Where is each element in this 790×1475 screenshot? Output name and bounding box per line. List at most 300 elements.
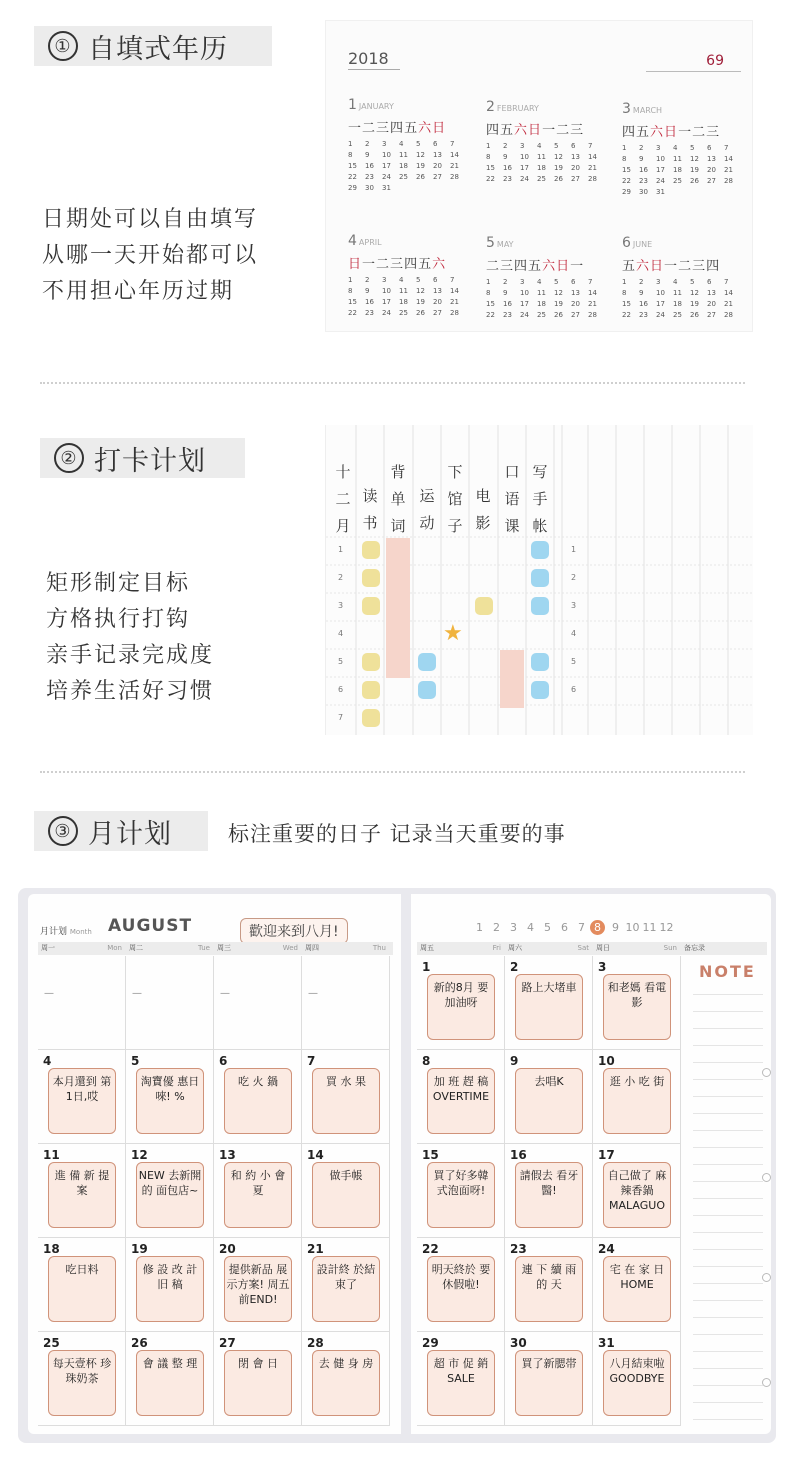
month-heading	[486, 99, 604, 115]
day-cell[interactable]	[302, 1144, 390, 1238]
day-number: 19	[416, 298, 425, 306]
day-number: 31	[598, 1336, 615, 1350]
weekday-header-cell	[214, 942, 302, 955]
day-number: 11	[537, 289, 546, 297]
day-cell[interactable]	[417, 956, 505, 1050]
day-number: 21	[307, 1242, 324, 1256]
tracker-col-journal	[526, 459, 554, 540]
section-3-subtitle: 标注重要的日子 记录当天重要的事	[228, 822, 566, 846]
weekday-header-cell	[505, 942, 593, 955]
weekday-header-cell	[126, 942, 214, 955]
day-number: 23	[503, 311, 512, 319]
check-mark	[531, 597, 549, 615]
day-number: 13	[707, 289, 716, 297]
day-number: 19	[554, 300, 563, 308]
note-line	[693, 1215, 763, 1216]
note-line	[693, 1368, 763, 1369]
day-cell[interactable]	[593, 1332, 681, 1426]
check-mark	[531, 541, 549, 559]
weekday-label: 一	[678, 125, 693, 140]
day-number: 13	[219, 1148, 236, 1162]
day-cell[interactable]	[126, 956, 214, 1050]
day-cell[interactable]	[302, 1050, 390, 1144]
day-number: 14	[450, 287, 459, 295]
day-number: 12	[131, 1148, 148, 1162]
day-cell[interactable]	[302, 956, 390, 1050]
day-number: 7	[307, 1054, 316, 1068]
note-line	[693, 1028, 763, 1029]
day-number: 17	[382, 162, 391, 170]
weekday-en: Fri	[492, 944, 501, 952]
weekday-label: 三	[706, 125, 721, 140]
binder-ring	[762, 1273, 771, 1282]
weekday-header-cell	[593, 942, 681, 955]
tracker-col-words	[384, 459, 412, 540]
calendar-year: 2018	[348, 49, 389, 68]
note-title: NOTE	[699, 962, 756, 981]
planner-label	[40, 924, 92, 937]
day-number: 22	[348, 309, 357, 317]
month-heading	[348, 233, 466, 249]
weekday-label: 一	[362, 257, 377, 272]
day-number: 24	[656, 311, 665, 319]
day-number: 20	[571, 300, 580, 308]
note-line	[693, 1232, 763, 1233]
calendar-month	[486, 235, 604, 319]
day-number: 12	[690, 289, 699, 297]
weekday-cn: 备忘录	[684, 944, 705, 952]
row-number: 5	[571, 657, 577, 666]
day-number: 2	[639, 278, 644, 286]
weekday-label: 二	[678, 259, 693, 274]
day-number: 17	[382, 298, 391, 306]
day-number: 9	[503, 289, 508, 297]
day-number: 18	[399, 162, 408, 170]
day-cell[interactable]	[38, 956, 126, 1050]
day-cell[interactable]	[593, 1050, 681, 1144]
day-cell[interactable]	[505, 1050, 593, 1144]
column-char: 词	[390, 517, 406, 535]
weekday-label: 三	[390, 257, 405, 272]
day-number: 14	[307, 1148, 324, 1162]
day-number: 7	[724, 144, 729, 152]
check-mark	[362, 569, 380, 587]
note-line	[693, 1266, 763, 1267]
day-number: 20	[707, 166, 716, 174]
day-cell[interactable]	[214, 956, 302, 1050]
month-index-number: 10	[625, 921, 640, 934]
weekday-row	[348, 117, 466, 136]
day-note: 買了好多韓 式泡面呀!	[433, 1169, 489, 1197]
day-number: 4	[537, 142, 542, 150]
day-number: 10	[656, 289, 665, 297]
weekday-label: 六	[542, 259, 557, 274]
day-cell[interactable]	[38, 1238, 126, 1332]
row-number: 4	[571, 629, 577, 638]
day-number: 10	[520, 153, 529, 161]
month-name: MAY	[496, 240, 514, 249]
month-number: 6	[622, 235, 631, 251]
weekday-en: Wed	[282, 944, 298, 952]
binder-ring	[762, 1068, 771, 1077]
day-cell[interactable]	[593, 1238, 681, 1332]
day-number: 20	[707, 300, 716, 308]
calendar-month	[348, 233, 466, 317]
row-number: 5	[338, 657, 344, 666]
day-note: 淘寶優 惠日唻! %	[140, 1075, 200, 1103]
day-cell[interactable]	[38, 1144, 126, 1238]
weekday-label: 一	[570, 259, 585, 274]
weekday-label: 日	[348, 257, 363, 272]
day-number: 17	[520, 300, 529, 308]
month-index	[471, 920, 675, 935]
weekday-row	[486, 119, 604, 138]
day-number: 9	[503, 153, 508, 161]
desc-line: 培养生活好习惯	[46, 679, 215, 704]
column-char: 馆	[447, 490, 463, 508]
day-note: 吃 火 鍋	[238, 1075, 278, 1088]
weekday-label: 三	[570, 123, 585, 138]
day-number: 21	[588, 300, 597, 308]
day-number: 22	[348, 173, 357, 181]
day-number: 25	[399, 309, 408, 317]
note-line	[693, 1096, 763, 1097]
day-number: 22	[422, 1242, 439, 1256]
day-number: 12	[690, 155, 699, 163]
weekday-label: 四	[486, 123, 501, 138]
day-cell[interactable]	[126, 1144, 214, 1238]
day-number: 13	[433, 287, 442, 295]
calendar-month	[622, 235, 740, 319]
day-number: 26	[554, 175, 563, 183]
day-number: 27	[707, 177, 716, 185]
day-number: 16	[503, 164, 512, 172]
day-number: 27	[433, 309, 442, 317]
weekday-en: Thu	[372, 944, 386, 952]
day-number: 9	[365, 287, 370, 295]
day-number: 18	[537, 300, 546, 308]
day-number: 5	[690, 144, 695, 152]
day-note: 去 健 身 房	[318, 1357, 374, 1370]
day-note: 設計終 於結束了	[316, 1263, 376, 1291]
day-note: 提供新品 展示方案! 周五前END!	[226, 1263, 290, 1306]
check-mark	[531, 653, 549, 671]
day-number: 28	[450, 309, 459, 317]
day-number: 23	[639, 177, 648, 185]
month-number: 2	[486, 99, 495, 115]
month-name: MARCH	[632, 106, 663, 115]
day-number: 25	[537, 311, 546, 319]
weekday-label: 日	[432, 121, 447, 136]
check-mark	[531, 569, 549, 587]
month-number: 4	[348, 233, 357, 249]
day-number: 16	[510, 1148, 527, 1162]
day-number: 18	[673, 300, 682, 308]
column-char: 课	[504, 517, 520, 535]
calendar-page-number: 69	[706, 53, 724, 69]
day-number: 7	[588, 142, 593, 150]
day-cell[interactable]	[505, 956, 593, 1050]
row-number: 3	[571, 601, 577, 610]
section-2-number: ②	[54, 443, 84, 473]
day-cell[interactable]	[302, 1332, 390, 1426]
weekday-row	[622, 255, 740, 274]
note-line	[693, 1198, 763, 1199]
day-note: 宅 在 家 日 HOME	[609, 1263, 665, 1291]
day-number: 22	[622, 177, 631, 185]
note-line	[693, 1317, 763, 1318]
day-number: 9	[639, 155, 644, 163]
day-number: 31	[656, 188, 665, 196]
day-cell[interactable]	[505, 1238, 593, 1332]
weekday-label: 一	[542, 123, 557, 138]
day-cell[interactable]	[302, 1238, 390, 1332]
day-number: 1	[486, 278, 491, 286]
check-mark	[362, 597, 380, 615]
day-number: 6	[571, 142, 576, 150]
month-name: APRIL	[358, 238, 382, 247]
column-char: 动	[419, 514, 435, 532]
day-number: 21	[724, 300, 733, 308]
day-grid	[348, 140, 466, 192]
month-number: 1	[348, 97, 357, 113]
day-number: 13	[707, 155, 716, 163]
day-number: 13	[571, 289, 580, 297]
month-number: 3	[622, 101, 631, 117]
note-line	[693, 1062, 763, 1063]
day-grid	[622, 278, 740, 319]
day-number: 10	[598, 1054, 615, 1068]
day-number: 25	[537, 175, 546, 183]
binder-ring	[762, 1173, 771, 1182]
day-number: 26	[131, 1336, 148, 1350]
column-char: 语	[504, 490, 520, 508]
habit-bar	[386, 538, 410, 678]
day-number: 10	[382, 151, 391, 159]
day-number: 28	[588, 311, 597, 319]
day-note: 超 市 促 銷 SALE	[433, 1357, 489, 1385]
day-number: 8	[486, 289, 491, 297]
day-number: 19	[690, 166, 699, 174]
day-note: 吃日料	[65, 1263, 99, 1276]
month-index-number: 7	[578, 921, 585, 934]
note-line	[693, 1011, 763, 1012]
day-cell[interactable]	[214, 1144, 302, 1238]
weekday-label: 二	[362, 121, 377, 136]
day-number: 27	[707, 311, 716, 319]
day-note: 路上大堵車	[521, 981, 577, 994]
note-line	[693, 1419, 763, 1420]
day-number: 21	[450, 162, 459, 170]
day-number: 14	[588, 153, 597, 161]
day-number: 12	[554, 289, 563, 297]
day-number: 22	[486, 175, 495, 183]
day-number: 27	[571, 175, 580, 183]
month-heading	[622, 235, 740, 251]
section-1-title: 自填式年历	[88, 33, 228, 65]
section-divider	[40, 771, 745, 773]
weekday-cn: 周二	[129, 944, 143, 952]
day-cell[interactable]	[505, 1332, 593, 1426]
day-note: 去唱K	[534, 1075, 564, 1088]
note-line	[693, 1283, 763, 1284]
section-divider	[40, 382, 745, 384]
row-number: 6	[571, 685, 577, 694]
day-number: 15	[348, 298, 357, 306]
row-number: 6	[338, 685, 344, 694]
day-number: 18	[537, 164, 546, 172]
habit-tracker-photo	[325, 425, 753, 735]
note-line	[693, 1402, 763, 1403]
day-number: 19	[690, 300, 699, 308]
day-number: 14	[450, 151, 459, 159]
day-cell[interactable]	[214, 1050, 302, 1144]
weekday-label: 五	[636, 125, 651, 140]
day-number: 2	[639, 144, 644, 152]
row-number: 2	[571, 573, 577, 582]
weekday-label: 六	[418, 121, 433, 136]
month-name: JANUARY	[358, 102, 394, 111]
day-number: 1	[422, 960, 431, 974]
day-number: 25	[399, 173, 408, 181]
month-heading	[622, 101, 740, 117]
day-cell[interactable]	[38, 1332, 126, 1426]
day-cell[interactable]	[417, 1332, 505, 1426]
column-char: 帐	[532, 517, 548, 535]
day-cell[interactable]	[593, 1144, 681, 1238]
day-number: 18	[399, 298, 408, 306]
weekday-label: 三	[692, 259, 707, 274]
weekday-en: Mon	[107, 944, 122, 952]
day-number: 23	[639, 311, 648, 319]
day-cell[interactable]	[417, 1144, 505, 1238]
day-number: 22	[486, 311, 495, 319]
day-number: 6	[219, 1054, 228, 1068]
day-number: 26	[690, 177, 699, 185]
column-char: 写	[532, 463, 548, 481]
row-number: 7	[338, 713, 344, 722]
day-cell[interactable]	[38, 1050, 126, 1144]
day-number: 3	[656, 144, 661, 152]
month-index-number: 11	[642, 921, 657, 934]
day-number: 5	[690, 278, 695, 286]
planner-left-page	[28, 894, 401, 1434]
day-number: 4	[673, 144, 678, 152]
planner-month: AUGUST	[108, 916, 193, 936]
day-number: 3	[520, 278, 525, 286]
weekday-label: 四	[390, 121, 405, 136]
weekday-label: 一	[664, 259, 679, 274]
day-number: 11	[673, 289, 682, 297]
day-number: 10	[382, 287, 391, 295]
check-mark	[362, 653, 380, 671]
day-number: 4	[399, 140, 404, 148]
weekday-header	[417, 942, 767, 955]
day-number: 20	[433, 162, 442, 170]
day-number: 14	[724, 289, 733, 297]
yearly-calendar-photo	[325, 20, 753, 332]
month-index-number: 8	[590, 920, 605, 935]
day-number: 20	[219, 1242, 236, 1256]
day-number: 19	[416, 162, 425, 170]
day-number: 11	[673, 155, 682, 163]
weekday-label: 二	[692, 125, 707, 140]
day-number: 24	[656, 177, 665, 185]
section-2-desc	[46, 566, 214, 710]
note-line	[693, 1181, 763, 1182]
day-number: 28	[450, 173, 459, 181]
weekday-label: 六	[636, 259, 651, 274]
weekday-label: 六	[432, 257, 447, 272]
day-cell[interactable]	[417, 1050, 505, 1144]
weekday-label: 四	[404, 257, 419, 272]
month-index-number: 6	[561, 921, 568, 934]
note-line	[693, 994, 763, 995]
day-number: 5	[554, 278, 559, 286]
planner-welcome-banner: 歡迎来到八月!	[240, 918, 348, 944]
check-mark	[362, 541, 380, 559]
day-number: 1	[486, 142, 491, 150]
day-number: 16	[365, 162, 374, 170]
day-cell[interactable]	[417, 1238, 505, 1332]
day-number: 3	[382, 276, 387, 284]
day-number: 9	[510, 1054, 519, 1068]
day-number: 10	[656, 155, 665, 163]
row-number: 3	[338, 601, 344, 610]
column-char: 口	[504, 463, 520, 481]
day-note: 加 班 趕 稿 OVERTIME	[432, 1075, 490, 1103]
weekday-header-cell	[417, 942, 505, 955]
day-cell[interactable]	[126, 1238, 214, 1332]
day-number: 15	[486, 300, 495, 308]
day-number: 7	[724, 278, 729, 286]
weekday-label: 三	[376, 121, 391, 136]
day-note: 逛 小 吃 街	[609, 1075, 665, 1088]
day-cell[interactable]	[126, 1332, 214, 1426]
day-note: 八月結束啦 GOODBYE	[609, 1357, 665, 1385]
day-cell[interactable]	[214, 1332, 302, 1426]
day-cell[interactable]	[505, 1144, 593, 1238]
day-number: 3	[382, 140, 387, 148]
day-number: 24	[382, 173, 391, 181]
day-number: 7	[450, 276, 455, 284]
weekday-label: 五	[500, 123, 515, 138]
column-char: 运	[419, 487, 435, 505]
column-char: 子	[447, 517, 463, 535]
day-cell[interactable]	[126, 1050, 214, 1144]
day-number: 4	[673, 278, 678, 286]
column-char: 电	[475, 487, 491, 505]
check-mark	[418, 681, 436, 699]
desc-line: 从哪一天开始都可以	[42, 243, 259, 268]
month-heading	[348, 97, 466, 113]
weekday-row	[486, 255, 604, 274]
day-cell[interactable]	[593, 956, 681, 1050]
day-number: 17	[656, 166, 665, 174]
day-number: 20	[433, 298, 442, 306]
day-note: 進 備 新 提 案	[54, 1169, 110, 1197]
tracker-month-label	[329, 459, 357, 540]
day-cell[interactable]	[214, 1238, 302, 1332]
day-note: 自己做了 麻辣香鍋 MALAGUO	[607, 1169, 667, 1212]
row-number: 1	[338, 545, 344, 554]
day-number: 28	[307, 1336, 324, 1350]
day-number: 17	[598, 1148, 615, 1162]
month-index-number: 12	[659, 921, 674, 934]
day-number: 5	[416, 276, 421, 284]
day-number: 10	[520, 289, 529, 297]
day-number: 3	[520, 142, 525, 150]
